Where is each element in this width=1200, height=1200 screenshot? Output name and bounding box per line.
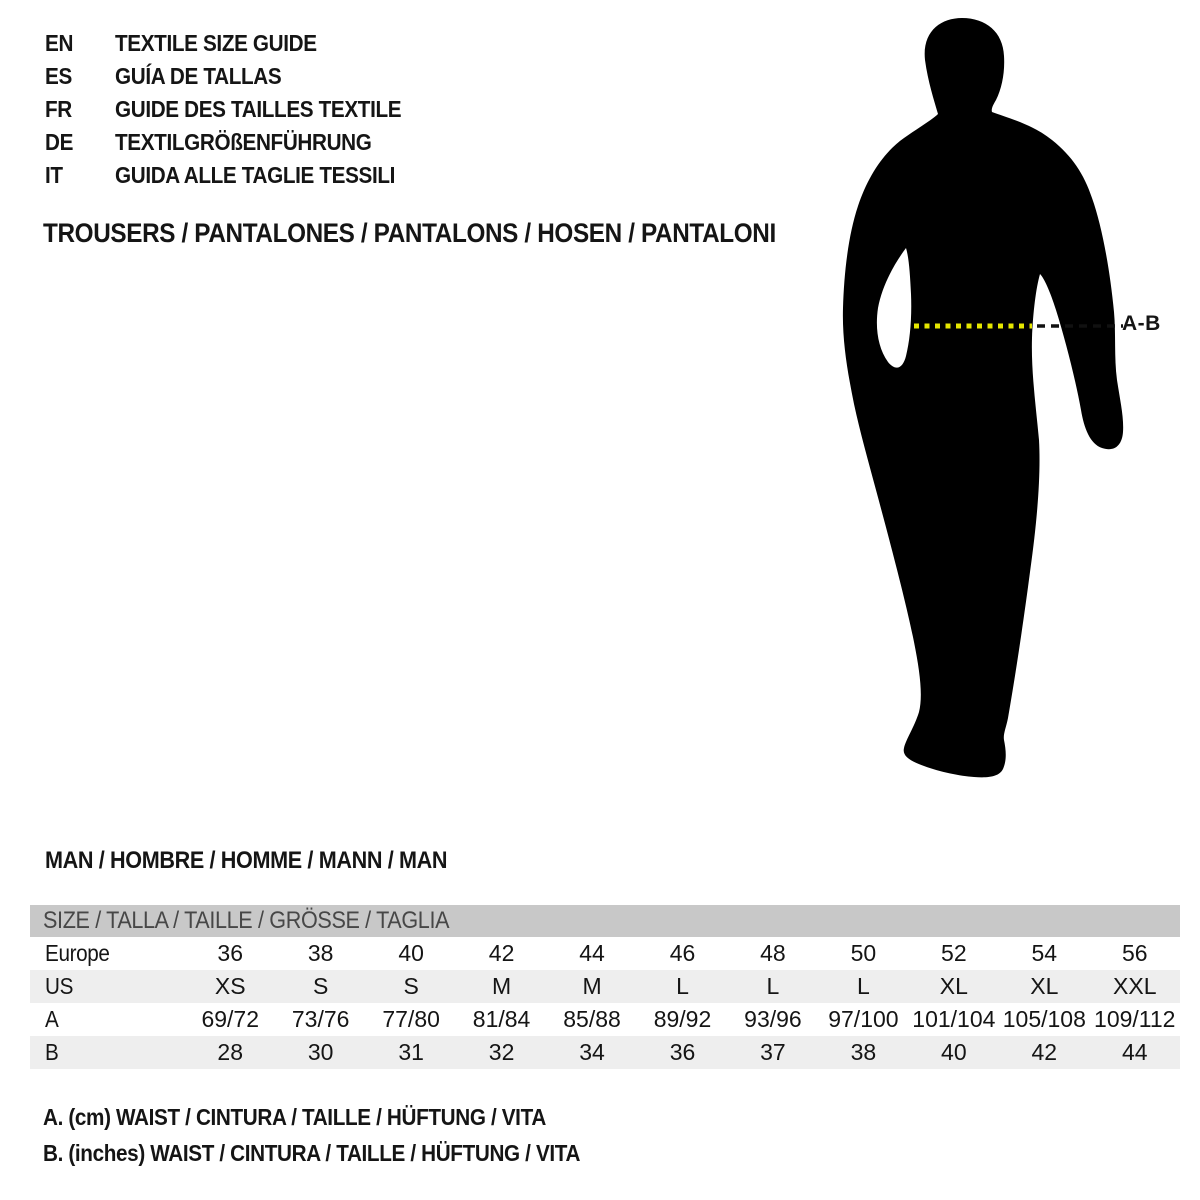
- table-cell: L: [766, 973, 780, 999]
- row-label: [30, 937, 185, 970]
- footnote-b: [43, 1140, 640, 1167]
- table-cell: 77/80: [382, 1006, 440, 1032]
- footnote-a-text: A. (cm) WAIST / CINTURA / TAILLE / HÜFTUNG / VITA: [43, 1104, 546, 1130]
- table-cell: 46: [669, 940, 696, 966]
- table-cell: L: [676, 973, 689, 999]
- table-cell: 101/104: [912, 1006, 996, 1032]
- table-cell: S: [313, 973, 329, 999]
- section-heading-text: MAN / HOMBRE / HOMME / MANN / MAN: [45, 847, 448, 874]
- table-cell: 44: [1121, 1039, 1148, 1065]
- table-cell: 89/92: [653, 1006, 712, 1032]
- table-cell: XL: [1030, 973, 1059, 999]
- table-cell: M: [492, 973, 512, 999]
- section-heading-man: [45, 847, 492, 875]
- language-row-fr: [45, 93, 433, 126]
- table-cell: M: [582, 973, 602, 999]
- table-cell: 52: [941, 940, 967, 966]
- row-label: [30, 970, 185, 1003]
- table-cell: XL: [939, 973, 968, 999]
- row-label-text: A: [45, 1006, 59, 1032]
- table-cell: 37: [760, 1039, 786, 1065]
- table-cell: 42: [488, 940, 515, 966]
- language-title: TEXTILGRÖßENFÜHRUNG: [115, 129, 372, 155]
- table-cell: 40: [398, 940, 424, 966]
- table-cell: 81/84: [472, 1006, 531, 1032]
- table-cell: 97/100: [828, 1006, 899, 1032]
- table-cell: XXL: [1113, 973, 1157, 999]
- language-list: [45, 27, 433, 192]
- footnote-b-text: B. (inches) WAIST / CINTURA / TAILLE / HÜFTUNG / VITA: [43, 1140, 581, 1166]
- language-code: FR: [45, 96, 72, 122]
- table-row-a-cm: [30, 1003, 1180, 1036]
- table-cell: 54: [1031, 940, 1058, 966]
- table-cell: 31: [398, 1039, 424, 1065]
- table-row-us: [30, 970, 1180, 1003]
- category-heading-text: TROUSERS / PANTALONES / PANTALONS / HOSEN / PANTALONI: [43, 218, 776, 248]
- table-cell: L: [857, 973, 870, 999]
- table-cell: 50: [850, 940, 877, 966]
- table-cell: 73/76: [291, 1006, 350, 1032]
- silhouette-path: [843, 18, 1123, 777]
- table-cell: 48: [760, 940, 786, 966]
- language-code: DE: [45, 129, 74, 155]
- table-cell: 36: [669, 1039, 696, 1065]
- row-label-text: B: [45, 1039, 59, 1065]
- language-code: ES: [45, 63, 72, 89]
- table-cell: 109/112: [1094, 1006, 1176, 1032]
- table-cell: 85/88: [563, 1006, 621, 1032]
- language-code: IT: [45, 162, 63, 188]
- size-table: [30, 905, 1180, 1069]
- table-cell: 93/96: [744, 1006, 802, 1032]
- category-heading: [43, 218, 857, 249]
- footnote-a: [43, 1104, 602, 1131]
- table-cell: 56: [1121, 940, 1148, 966]
- language-title: GUÍA DE TALLAS: [115, 63, 282, 89]
- table-cell: XS: [214, 973, 246, 999]
- table-cell: 40: [941, 1039, 967, 1065]
- row-label: [30, 1003, 185, 1036]
- table-cell: 34: [579, 1039, 605, 1065]
- table-row-europe: [30, 937, 1180, 970]
- table-cell: 38: [307, 940, 334, 966]
- table-cell: 36: [217, 940, 244, 966]
- language-title: TEXTILE SIZE GUIDE: [115, 30, 317, 56]
- language-row-en: [45, 27, 433, 60]
- measure-label-ab: A-B: [1122, 312, 1161, 335]
- row-label: [30, 1036, 185, 1069]
- table-cell: 105/108: [1002, 1006, 1086, 1032]
- size-table-header-row: [30, 905, 1180, 937]
- language-code: EN: [45, 30, 74, 56]
- table-cell: 69/72: [201, 1006, 259, 1032]
- language-title: GUIDE DES TAILLES TEXTILE: [115, 96, 402, 122]
- table-cell: 42: [1031, 1039, 1058, 1065]
- man-silhouette: [840, 12, 1160, 792]
- table-cell: 44: [579, 940, 605, 966]
- table-cell: 28: [217, 1039, 244, 1065]
- table-cell: 38: [850, 1039, 877, 1065]
- table-cell: 32: [488, 1039, 515, 1065]
- table-cell: 30: [307, 1039, 334, 1065]
- row-label-text: US: [45, 973, 74, 999]
- language-row-de: [45, 126, 433, 159]
- row-label-text: Europe: [45, 940, 110, 966]
- size-table-header-text: SIZE / TALLA / TAILLE / GRÖSSE / TAGLIA: [43, 907, 450, 934]
- language-title: GUIDA ALLE TAGLIE TESSILI: [115, 162, 396, 188]
- table-row-b-inches: [30, 1036, 1180, 1069]
- language-row-it: [45, 159, 433, 192]
- language-row-es: [45, 60, 433, 93]
- table-cell: S: [403, 973, 419, 999]
